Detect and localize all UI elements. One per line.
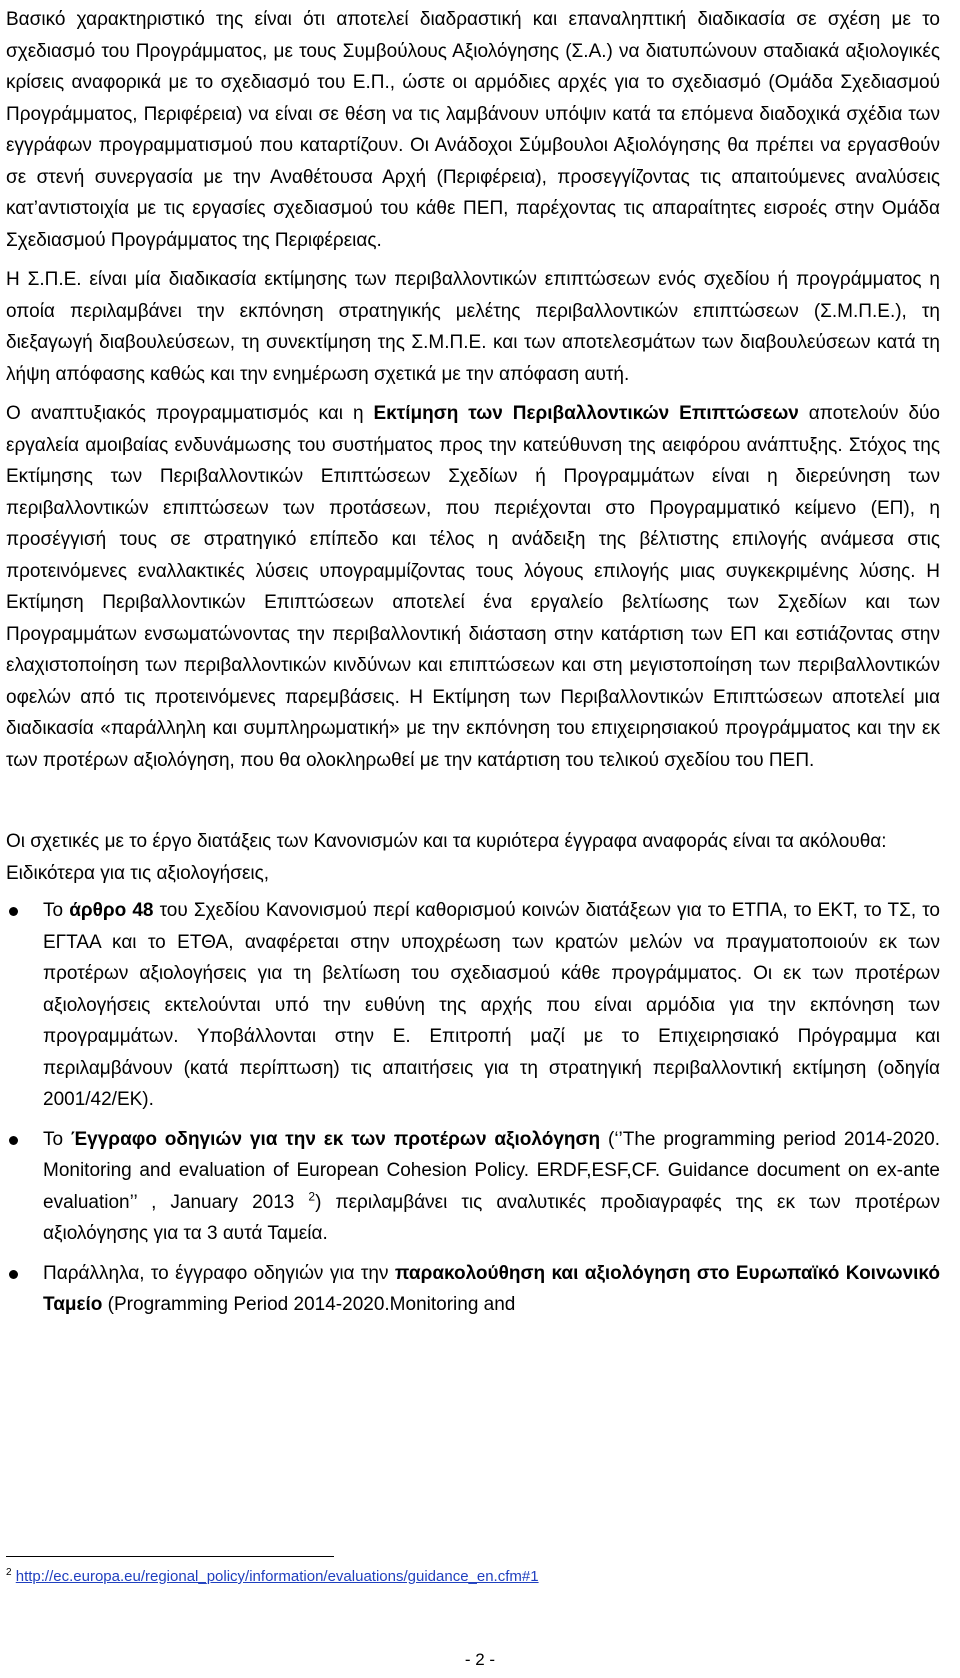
list-item-monitoring-esf xyxy=(6,1258,940,1321)
paragraph-text-start: Ο αναπτυξιακός προγραμματισμός και η xyxy=(6,403,374,424)
paragraph-text-end: αποτελούν δύο εργαλεία αμοιβαίας ενδυνάμωσης του συστήματος προς την κατεύθυνση της αειφόρου ανάπτυξης. Στόχος της Εκτίμησης των Περιβαλλοντικών Επιπτώσεων Σχεδίων ή Προγραμμάτων είναι η διερεύνηση των περιβαλλοντικών επιπτώσεων των προτάσεων, που περιέχονται στο Προγραμματικό κείμενο (ΕΠ), η προσέγγισή τους σε στρατηγικό επίπεδο και τέλος η ανάδειξη της βέλτιστης επιλογής ανάμεσα στις προτεινόμενες εναλλακτικές λύσεις υπογραμμίζοντας τους λόγους επιλογής μιας συγκεκριμένης λύσης. Η Εκτίμηση Περιβαλλοντικών Επιπτώσεων αποτελεί ένα εργαλείο βελτίωσης των Σχεδίων και των Προγραμμάτων ενσωματώνοντας την περιβαλλοντική διάσταση στην κατάρτιση των ΕΠ και εστιάζοντας στην ελαχιστοποίηση των περιβαλλοντικών κινδύνων και επιπτώσεων και στη μεγιστοποίηση των περιβαλλοντικών οφελών από τις προτεινόμενες παρεμβάσεις. Η Εκτίμηση των Περιβαλλοντικών Επιπτώσεων αποτελεί μια διαδικασία «παράλληλη και συμπληρωματική» με την εκπόνηση του επιχειρησιακού προγράμματος και την εκ των προτέρων αξιολόγηση, που θα ολοκληρωθεί με την κατάρτιση του τελικού σχεδίου του ΠΕΠ. xyxy=(6,403,940,771)
paragraph-regulations-intro xyxy=(6,826,940,858)
bold-term-article: άρθρο 48 xyxy=(69,900,154,921)
bullet-icon xyxy=(9,1136,18,1145)
footnote xyxy=(6,1566,539,1588)
item-text-end: (Programming Period 2014-2020.Monitoring and xyxy=(102,1294,516,1315)
list-item-guidance-document xyxy=(6,1124,940,1250)
item-text-start: Το xyxy=(43,900,70,921)
paragraph-text: Ειδικότερα για τις αξιολογήσεις, xyxy=(6,862,270,884)
item-text-middle: (‘’The programming period 2014-2020. Monitoring and evaluation of European Cohesion Policy. ERDF,ESF,CF. Guidance document on ex-ante evaluation’’ , January 2013 xyxy=(43,1128,940,1213)
paragraph-text: Η Σ.Π.Ε. είναι μία διαδικασία εκτίμησης των περιβαλλοντικών επιπτώσεων ενός σχεδίου ή προγράμματος η οποία περιλαμβάνει την εκπόνηση στρατηγικής μελέτης περιβαλλοντικών επιπτώσεων (Σ.Μ.Π.Ε.), τη διεξαγωγή διαβουλεύσεων, τη συνεκτίμηση της Σ.Μ.Π.Ε. και των αποτελεσμάτων των διαβουλεύσεων κατά τη λήψη απόφασης καθώς και την ενημέρωση σχετικά με την απόφαση αυτή. xyxy=(6,269,940,385)
paragraph-text: Βασικό χαρακτηριστικό της είναι ότι αποτελεί διαδραστική και επαναληπτική διαδικασία σε σχέση με το σχεδιασμό του Προγράμματος, με τους Συμβούλους Αξιολόγησης (Σ.Α.) να διατυπώνουν σταδιακά αξιολογικές κρίσεις αναφορικά με το σχεδιασμό του Ε.Π., ώστε οι αρμόδιες αρχές για το σχεδιασμό (Ομάδα Σχεδιασμού Προγράμματος, Περιφέρεια) να είναι σε θέση να τις λαμβάνουν υπόψιν κατά τα επόμενα διαδοχικά σχέδια των εγγράφων προγραμματισμού που καταρτίζουν. Οι Ανάδοχοι Σύμβουλοι Αξιολόγησης θα πρέπει να εργασθούν σε στενή συνεργασία με την Αναθέτουσα Αρχή (Περιφέρεια), προσεγγίζοντας τις απαιτούμενες αναλύσεις κατ’αντιστοιχία με τις εργασίες σχεδιασμού του κάθε ΠΕΠ, παρέχοντας τις απαραίτητες εισροές στην Ομάδα Σχεδιασμού Προγράμματος της Περιφέρειας. xyxy=(6,9,940,251)
list-item-article-48 xyxy=(6,895,940,1116)
bullet-icon xyxy=(9,1270,18,1279)
reference-bullet-list xyxy=(6,895,940,1321)
paragraph-evaluations-heading xyxy=(6,858,940,890)
bold-term-environmental-assessment: Εκτίμηση των Περιβαλλοντικών Επιπτώσεων xyxy=(373,403,799,424)
bullet-icon xyxy=(9,907,18,916)
paragraph-spe-definition xyxy=(6,264,940,390)
bold-term-guidance: Έγγραφο οδηγιών για την εκ των προτέρων αξιολόγηση xyxy=(70,1128,601,1150)
item-text-start: Το xyxy=(43,1128,71,1150)
paragraph-evaluation-process xyxy=(6,4,940,256)
footnote-link[interactable]: http://ec.europa.eu/regional_policy/information/evaluations/guidance_en.cfm#1 xyxy=(15,1568,539,1585)
footnote-reference[interactable]: 2 xyxy=(308,1189,316,1204)
paragraph-text: Οι σχετικές με το έργο διατάξεις των Κανονισμών και τα κυριότερα έγγραφα αναφοράς είναι τα ακόλουθα: xyxy=(6,831,887,852)
footnote-separator xyxy=(6,1556,334,1557)
item-text-end: ) περιλαμβάνει τις αναλυτικές προδιαγραφές της εκ των προτέρων αξιολόγησης για τα 3 αυτά Ταμεία. xyxy=(43,1191,940,1244)
item-text-start: Παράλληλα, το έγγραφο οδηγιών για την xyxy=(43,1262,395,1284)
bold-term-monitoring: παρακολούθηση και αξιολόγηση στο Ευρωπαϊκό Κοινωνικό Ταμείο xyxy=(43,1262,940,1315)
footnote-number: 2 xyxy=(6,1567,12,1578)
paragraph-environmental-assessment xyxy=(6,398,940,776)
page-number: - 2 - xyxy=(464,1650,496,1669)
item-text-end: του Σχεδίου Κανονισμού περί καθορισμού κοινών διατάξεων για το ΕΤΠΑ, το ΕΚΤ, το ΤΣ, το ΕΓΤΑΑ και το ΕΤΘΑ, αναφέρεται στην υποχρέωση των κρατών μελών να πραγματοποιούν εκ των προτέρων αξιολογήσεις για τη βελτίωση του σχεδιασμού κάθε προγράμματος. Οι εκ των προτέρων αξιολογήσεις εκτελούνται υπό την ευθύνη της αρχής που είναι αρμόδια για την εκπόνηση των προγραμμάτων. Υποβάλλονται στην Ε. Επιτροπή μαζί με το Επιχειρησιακό Πρόγραμμα και περιλαμβάνουν (κατά περίπτωση) τις απαιτήσεις για τη στρατηγική περιβαλλοντική εκτίμηση (οδηγία 2001/42/ΕΚ). xyxy=(43,900,940,1110)
